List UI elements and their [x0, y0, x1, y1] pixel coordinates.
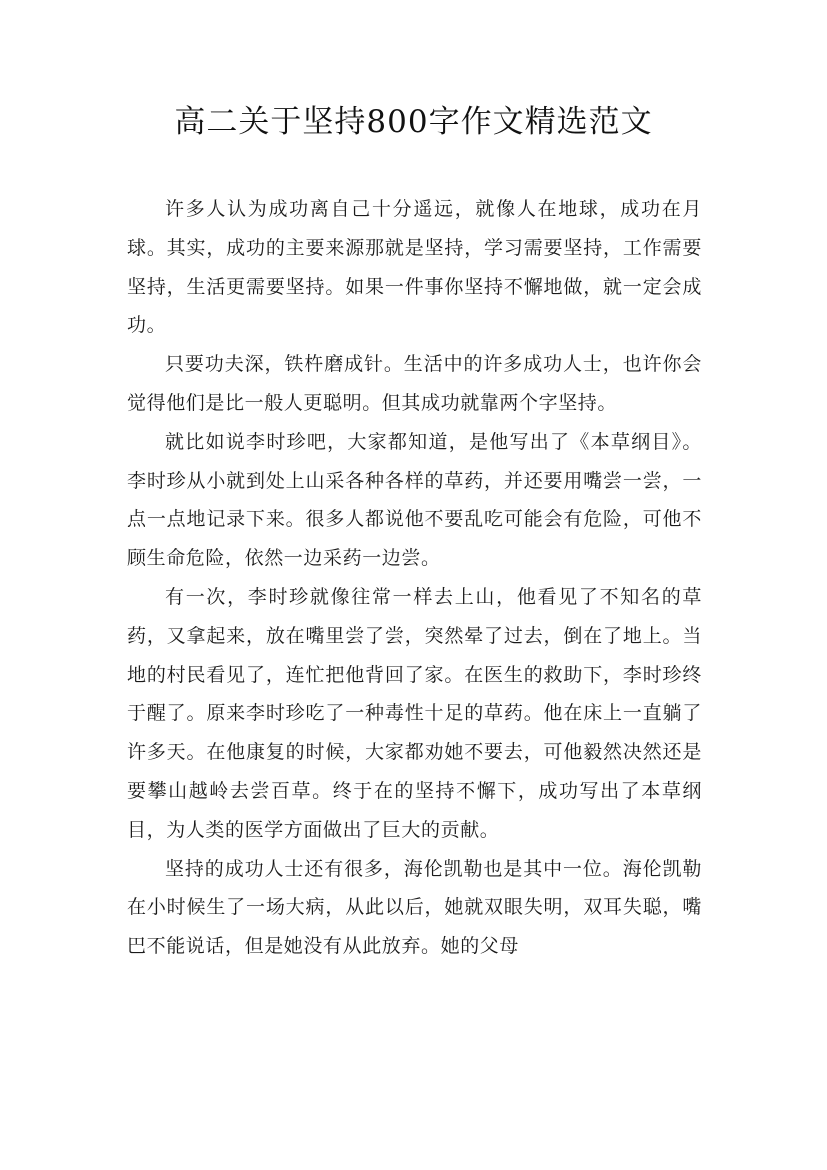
paragraph: 许多人认为成功离自己十分遥远，就像人在地球，成功在月球。其实，成功的主要来源那就是坚持，学习需要坚持，工作需要坚持，生活更需要坚持。如果一件事你坚持不懈地做，就一定会成功。 — [127, 198, 702, 337]
paragraph: 有一次，李时珍就像往常一样去上山，他看见了不知名的草药，又拿起来，放在嘴里尝了尝，突然晕了过去，倒在了地上。当地的村民看见了，连忙把他背回了家。在医生的救助下，李时珍终于醒了。原来李时珍吃了一种毒性十足的草药。他在床上一直躺了许多天。在他康复的时候，大家都劝她不要去，可他毅然决然还是要攀山越岭去尝百草。终于在的坚持不懈下，成功写出了本草纲目，为人类的医学方面做出了巨大的贡献。 — [127, 585, 702, 841]
paragraph: 就比如说李时珍吧，大家都知道，是他写出了《本草纲目》。李时珍从小就到处上山采各种各样的草药，并还要用嘴尝一尝，一点一点地记录下来。很多人都说他不要乱吃可能会有危险，可他不顾生命危险，依然一边采药一边尝。 — [127, 430, 702, 570]
paragraph: 只要功夫深，铁杵磨成针。生活中的许多成功人士，也许你会觉得他们是比一般人更聪明。但其成功就靠两个字坚持。 — [127, 353, 702, 414]
document-title: 高二关于坚持800字作文精选范文 — [174, 104, 653, 140]
paragraph: 坚持的成功人士还有很多，海伦凯勒也是其中一位。海伦凯勒在小时候生了一场大病，从此以后，她就双眼失明，双耳失聪，嘴巴不能说话，但是她没有从此放弃。她的父母 — [127, 857, 702, 958]
document-body — [127, 190, 702, 966]
